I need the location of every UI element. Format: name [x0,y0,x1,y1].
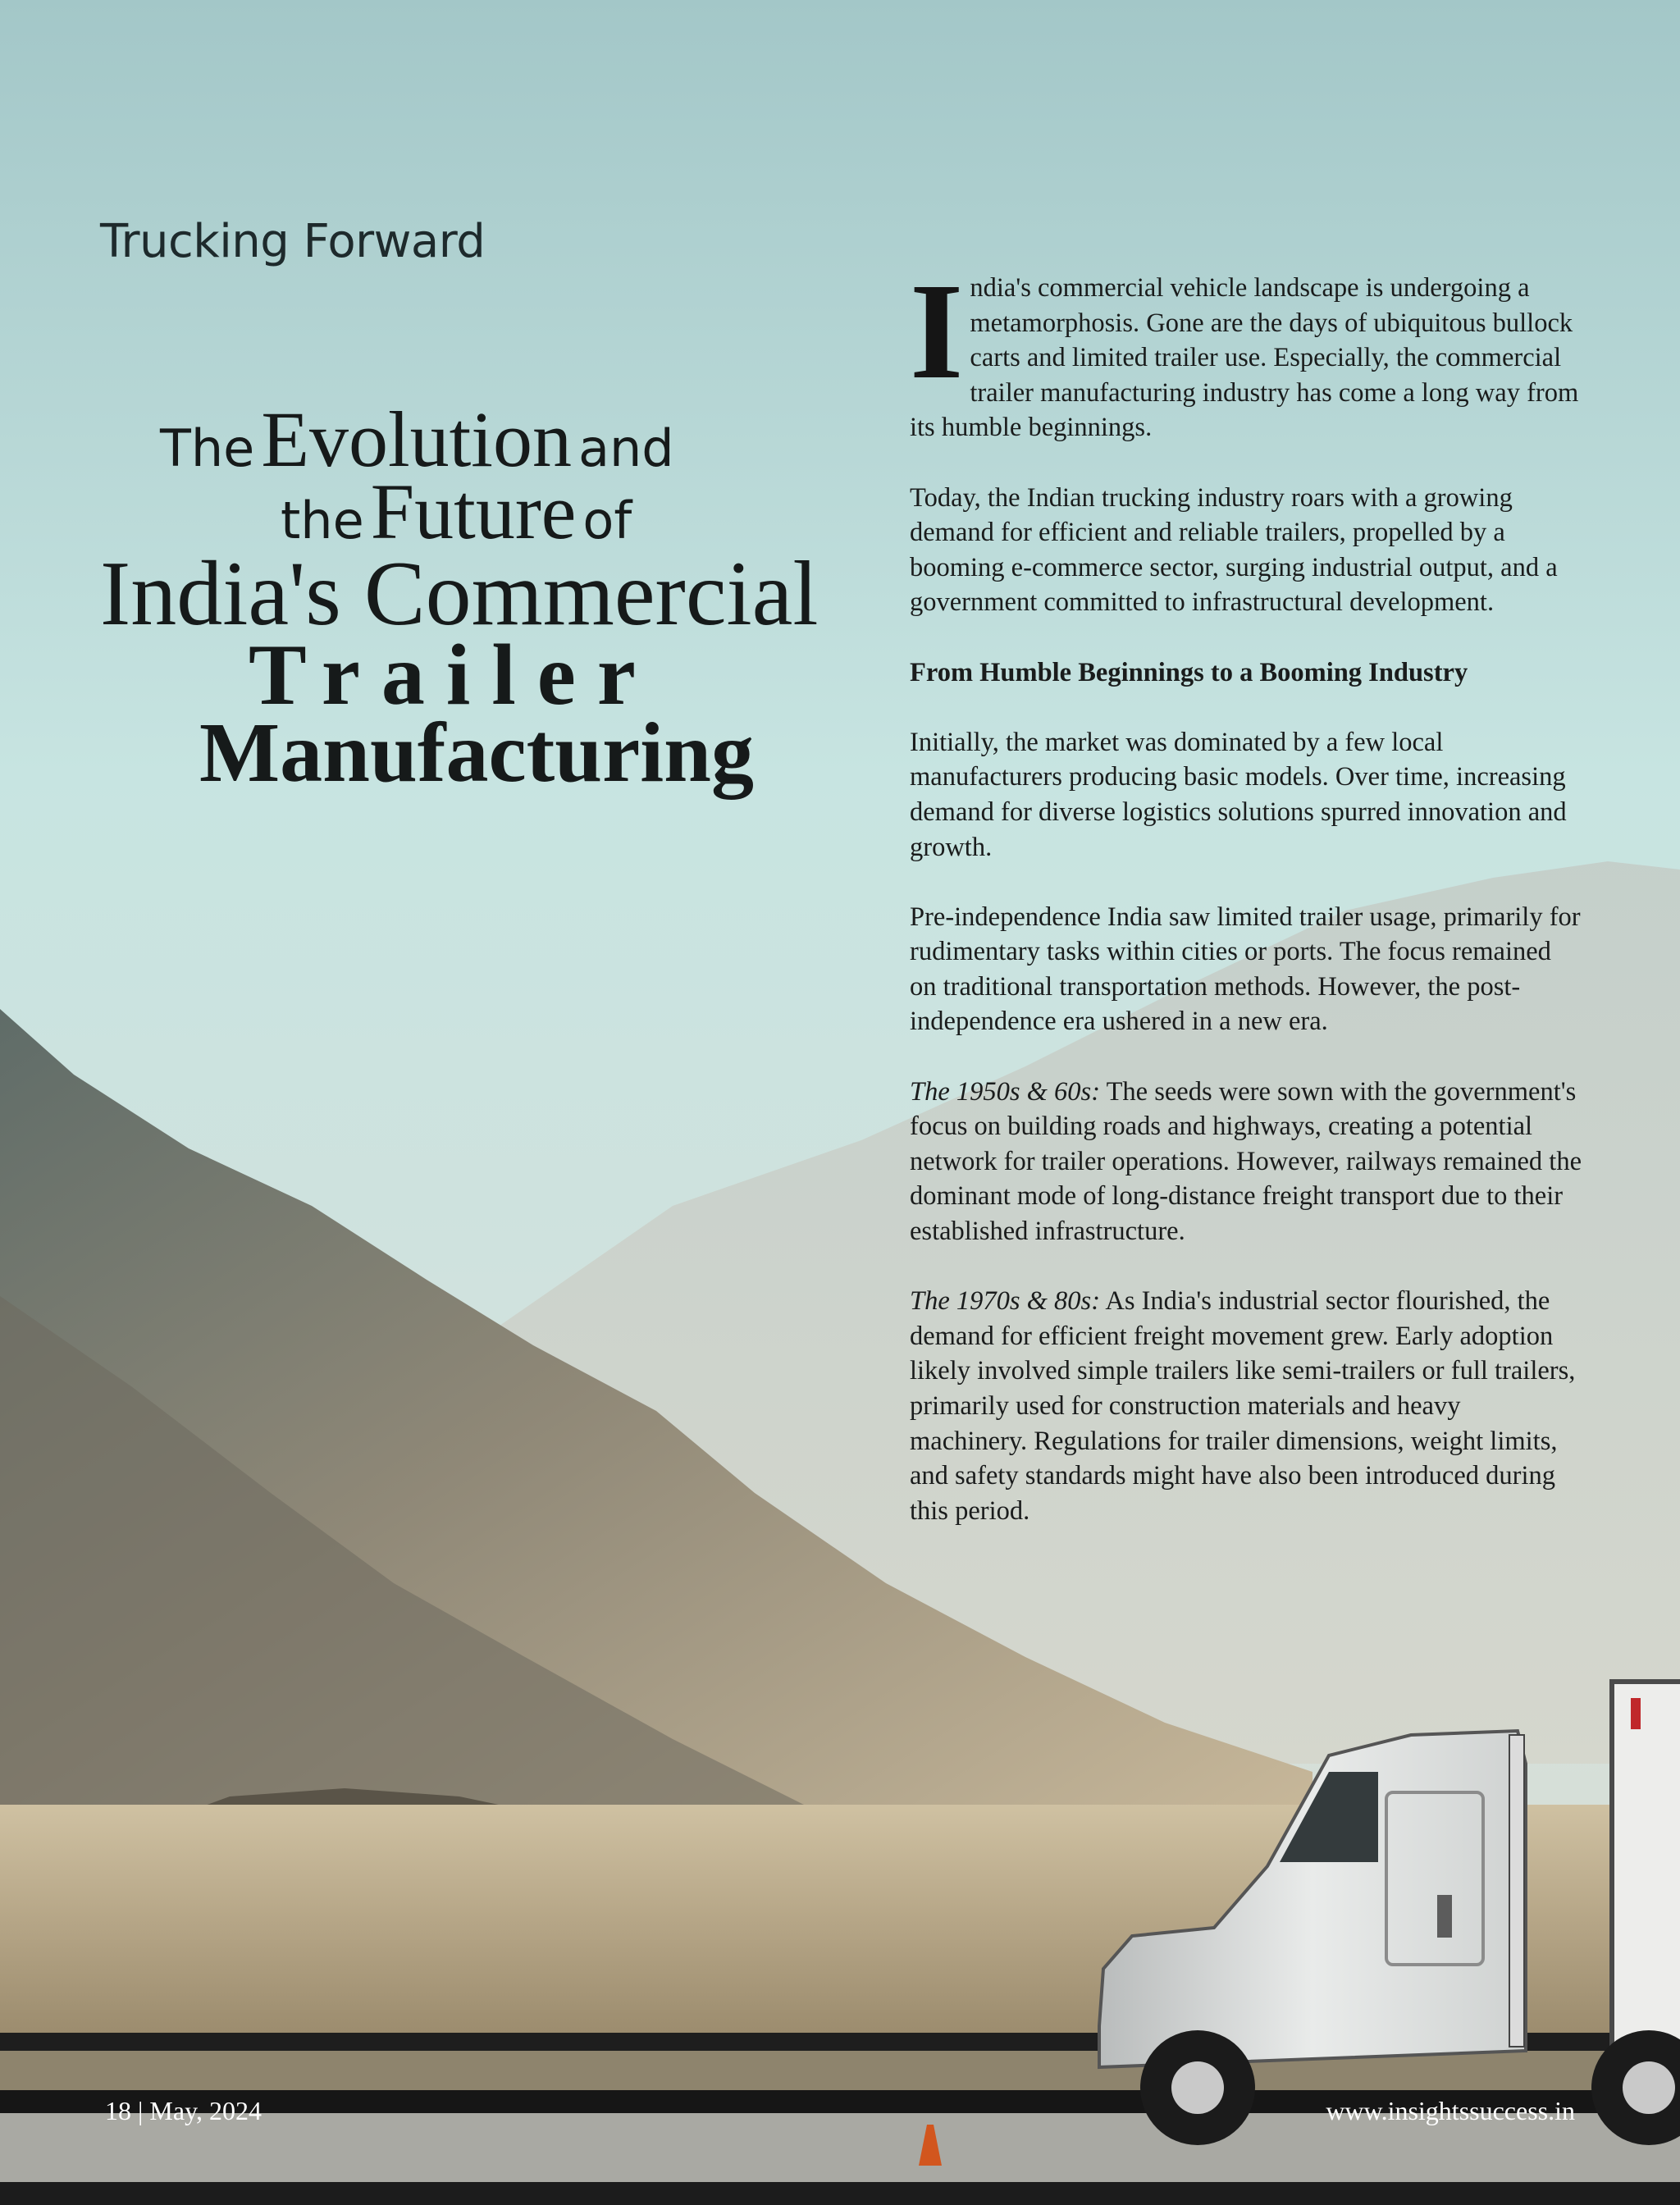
article-body [910,255,1582,1564]
headline-line-3: India's Commercial [100,543,819,645]
section-subheading: From Humble Beginnings to a Booming Industry [910,657,1468,687]
page-number-date: 18 | May, 2024 [105,2096,262,2125]
paragraph-text: As India's industrial sector flourished, the demand for efficient freight movement grew. Early adoption likely involved simple trailers like semi-trailers or full trailers, primarily used for construction materials and heavy machinery. Regulations for trailer dimensions, weight limits, and safety standards might have also been introduced during this period. [910,1286,1576,1526]
headline-word: the [281,491,364,550]
truck-front-hub [1171,2061,1224,2114]
paragraph-text: The seeds were sown with the government's focus on building roads and highways, creating a potential network for trailer operations. However, railways remained the dominant mode of long-distance freight transport due to their established infrastructure. [910,1076,1582,1247]
paragraph-1970s [910,1284,1582,1528]
paragraph-today: Today, the Indian trucking industry roars with a growing demand for efficient and reliable trailers, propelled by a booming e-commerce sector, surging industrial output, and a government committed to infrastructural development. [910,482,1558,618]
headline-word: of [582,491,632,550]
trailer-red-marker [1631,1698,1641,1729]
truck-door-handle [1437,1895,1452,1938]
headline-word: Evolution [261,395,572,483]
road-bottom-edge [0,2182,1680,2205]
paragraph-pre-independence: Pre-independence India saw limited trailer usage, primarily for rudimentary tasks within cities or ports. The focus remained on traditional transportation methods. However, the post-independence era ushered in a new era. [910,902,1581,1037]
era-label: The 1950s & 60s: [910,1076,1101,1107]
paragraph-initially: Initially, the market was dominated by a few local manufacturers producing basic models. Over time, increasing demand for diverse logistics solutions spurred innovation and growth. [910,727,1567,862]
website-url: www.insightssuccess.in [1326,2096,1575,2125]
headline-word: Future [370,468,577,555]
paragraph-intro [910,255,1582,445]
drop-cap: I [910,255,964,408]
truck-exhaust [1509,1735,1524,2047]
truck-rear-hub [1623,2061,1675,2114]
headline-word: and [578,418,674,478]
headline-line-5: Manufacturing [199,705,754,800]
section-label: Trucking Forward [100,215,486,268]
headline-word: The [160,418,255,478]
headline-line-4: Trailer [249,627,657,723]
headline-line-2 [281,468,632,555]
era-label: The 1970s & 80s: [910,1286,1101,1317]
paragraph-text: ndia's commercial vehicle landscape is undergoing a metamorphosis. Gone are the days of ubiquitous bullock carts and limited trailer use. Especially, the commercial trailer manufacturing industry has come a long way from its humble beginnings. [910,273,1579,443]
paragraph-1950s [910,1075,1582,1249]
